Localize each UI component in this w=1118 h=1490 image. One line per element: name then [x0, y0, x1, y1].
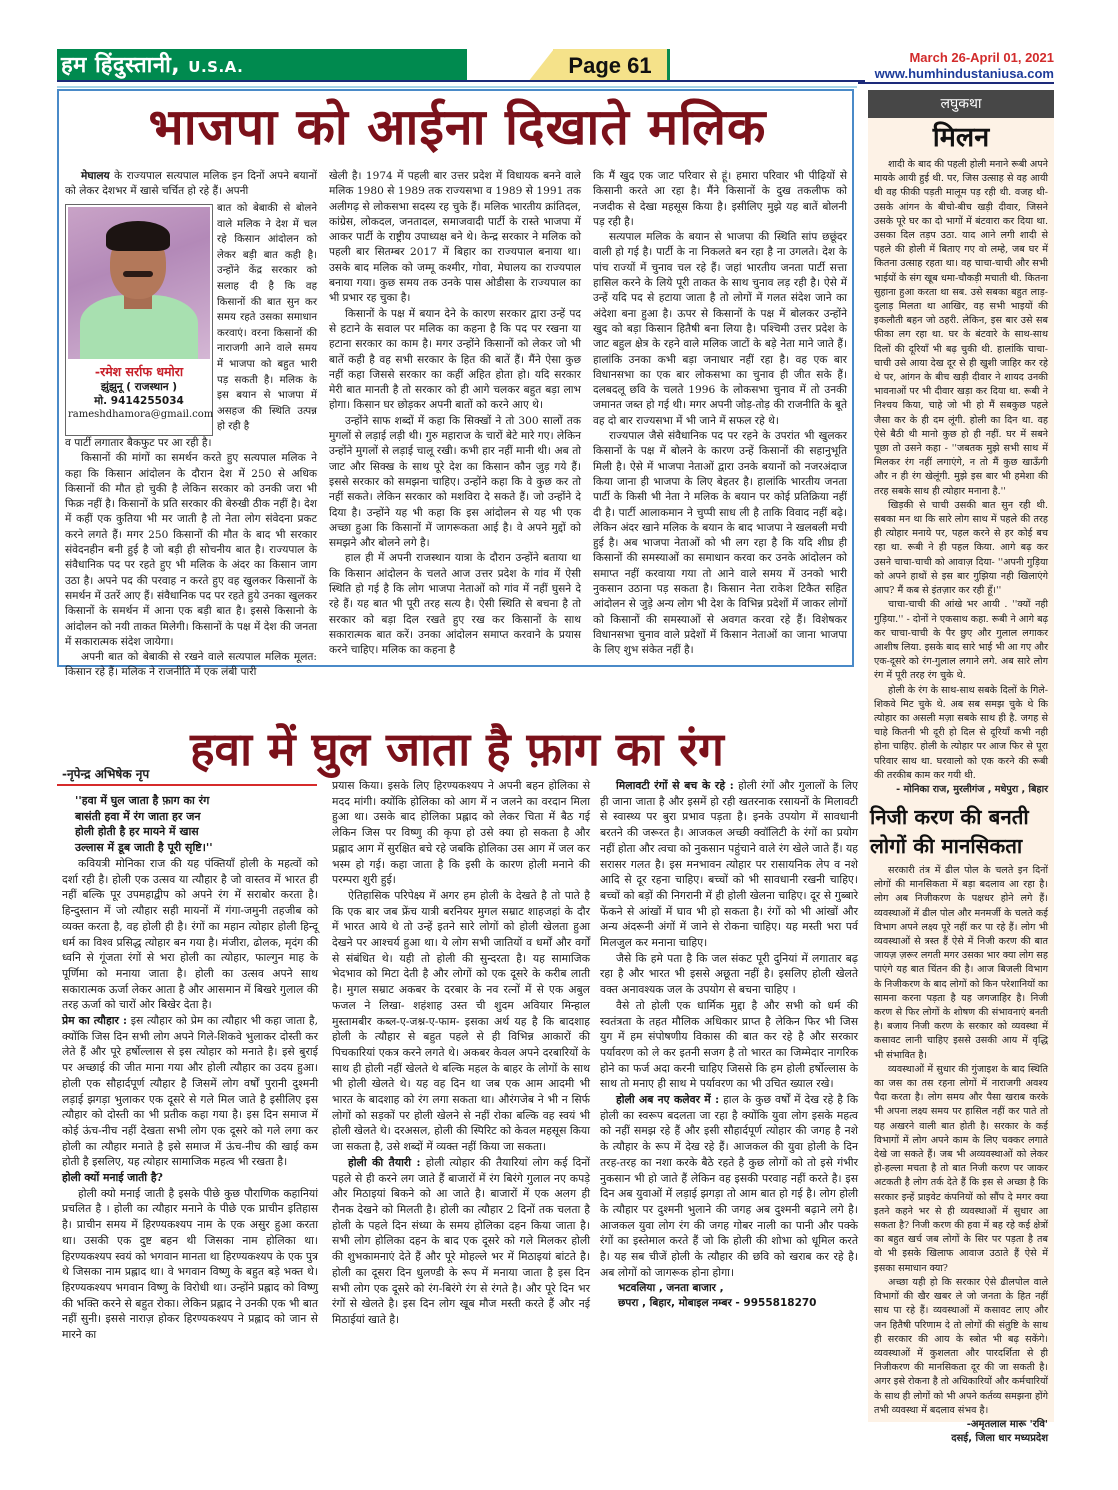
opinion-body [874, 864, 1048, 1446]
section-rule [57, 86, 857, 88]
intro-text: के राज्यपाल सत्यपाल मलिक इन दिनों अपने बयानों को लेकर देशभर में खासे चर्चित हो रहे हैं। अपनी [65, 170, 317, 198]
subhead-love-festival: प्रेम का त्यौहार : [62, 1014, 127, 1028]
author-name: -रमेश सर्राफ धमोरा [94, 364, 184, 379]
paragraph: प्रयास किया। इसके लिए हिरण्यकश्यप ने अपनी बहन होलिका से मदद मांगी। क्योंकि होलिका को आग में न जलने का वरदान मिला हुआ था। उसके बाद होलिका प्रह्लाद को लेकर चिता में बैठ गई लेकिन जिस पर विष्णु की कृपा हो उसे क्या हो सकता है और प्रह्लाद आग में सुरक्षित बचे रहे जबकि होलिका उस आग में जल कर भस्म हो गई। कहा जाता है कि इसी के कारण होली मनाने की परम्परा शुरी हुई। [332, 779, 590, 887]
article1-col1-intro [65, 169, 317, 200]
subhead-adulterated-colors: मिलावटी रंगों से बच के रहे : [616, 779, 734, 792]
poem-line: उल्लास में डूब जाती है पूरी सृष्टि।'' [75, 840, 213, 854]
paragraph: व्यवस्थाओं में सुधार की गुंजाइश के बाद स्थिति का जस का तस रहना लोगों में नाराजगी अवश्य पैदा करता है। लोग समय और पैसा खराब करके भी अपना लक्ष्य समय पर हासिल नहीं कर पाते तो यह अखरने वाली बात होती है। सरकार के कई विभागों में लोग अपने काम के लिए चक्कर लगाते देखे जा सकते हैं। जब भी अव्यवस्थाओं को लेकर हो-हल्ला मचता है तो बात निजी करण पर जाकर अटकती है लोग तर्क देते हैं कि इस से अच्छा है कि सरकार इन्हें प्राइवेट कंपनियों को सौंप दे मगर क्या इतने कहने भर से ही व्यवस्थाओं में सुधार आ सकता है? निजी करण की हवा में बह रहे कई क्षेत्रों का बहुत खर्च जब लोगों के सिर पर पड़ता है तब वो भी इसके खिलाफ आवाज उठाते हैं ऐसे में इसका समाधान क्या? [874, 1063, 1048, 1274]
opening-poem [75, 793, 315, 855]
subhead-new-form: होली अब नए कलेवर में : [616, 1093, 720, 1107]
byline-rule [57, 784, 317, 786]
short-story-author: - मोनिका राज, मुरलीगंज , मधेपुरा , बिहार [896, 783, 1048, 795]
paragraph: वैसे तो होली एक धार्मिक मुद्दा है और सभी को धर्म की स्वतंत्रता के तहत मौलिक अधिकार प्राप्त है लेकिन फिर भी जिस युग में हम संपोषणीय विकास की बात कर रहे है और सरकार पर्यावरण को ले कर इतनी सजग है तो भारत का जिम्मेदार नागरिक होने का फर्ज अदा करनी चाहिए जिससे कि हम होली हर्षोल्लास के साथ तो मनाए ही साथ मे पर्यावरण का भी उचित ख्याल रखे। [600, 998, 858, 1091]
paragraph: कवियत्री मोनिका राज की यह पंक्तियाँ होली के महत्वों को दर्शा रही है। होली एक उत्सव या त्यौहार है जो वास्तव में भारत ही नहीं बल्कि पूर उपमहाद्वीप को अपने रंग में सराबोर करता है। हिन्दुस्तान में जो त्यौहार सही मायनों में गंगा-जमुनी तहजीब को व्यक्त करता है, वह होली ही है। रंगों का महान त्योहार होली हिन्दू धर्म का विश्व प्रसिद्ध त्योहार बन गया है। मंजीरा, ढोलक, मृदंग की ध्वनि से गूंजता रंगों से भरा होली का त्योहार, फाल्गुन माह के पूर्णिमा को मनाया जाता है। होली का उत्सव अपने साथ सकारात्मक ऊर्जा लेकर आता है और आसमान में बिखरे गुलाल की तरह ऊर्जा को चारों ओर बिखेर देता है। [62, 857, 318, 1012]
article1-col1-rest [65, 436, 317, 681]
paragraph: होली रंगों और गुलालों के लिए ही जाना जाता है और इसमें हो रही खतरनाक रसायनों के मिलावटी से स्वास्थ्य पर बुरा प्रभाव पड़ता है। इनके उपयोग में सावधानी बरतने की जरूरत है। आजकल अच्छी क्वॉलिटी के रंगों का प्रयोग नहीं होता और त्वचा को नुकसान पहुंचाने वाले रंग खेले जाते हैं। यह सरासर गलत है। इस मनभावन त्योहार पर रासायनिक लेप व नशे आदि से दूर रहना चाहिए। बच्चों को भी सावधानी रखनी चाहिए। बच्चों को बड़ों की निगरानी में ही होली खेलना चाहिए। दूर से गुब्बारे फेंकने से आंखों में घाव भी हो सकता है। रंगों को भी आंखों और अन्य अंदरूनी अंगों में जाने से रोकना चाहिए। यह मस्ती भरा पर्व मिलजुल कर मनाना चाहिए। [600, 779, 859, 950]
page-tab-slope [528, 49, 554, 82]
signature-line: भटवलिया , जनता बाजार , [618, 1281, 724, 1294]
publication-title [57, 49, 467, 84]
opinion-signature [874, 1418, 1048, 1446]
wrap-text: बात को बेबाकी से बोलने वाले मलिक ने देश में चल रहे किसान आंदोलन को लेकर बड़ी बात कही है। उन्होंने केंद्र सरकार को सलाह दी है कि वह किसानों की बात सुन कर समय रहते उसका समाधान करवाएं। वरना किसानों की नाराजगी आने वाले समय में भाजपा को बहुत भारी पड़ सकती है। मलिक के इस बयान से भाजपा में असहज की स्थिति उत्पन्न हो रही है [217, 203, 317, 433]
short-story-body [874, 158, 1048, 797]
paragraph: उन्होंने साफ शब्दों में कहा कि सिक्खों ने तो 300 सालों तक मुगलों से लड़ाई लड़ी थी। गुरु महाराज के चारों बेटे मारे गए। लेकिन उन्होंने मुगलों से लड़ाई चालू रखी। कभी हार नहीं मानी थी। अब तो जाट और सिक्ख के साथ पूरे देश का किसान कौन जुड़ गये हैं। इससे सरकार को समझना चाहिए। उन्होंने कहा कि वे कुछ कर तो नहीं सकते। लेकिन सरकार को मशविरा दे सकते हैं। जो उन्होंने दे दिया है। उन्होंने यह भी कहा कि इस आंदोलन से यह भी एक अच्छा हुआ कि किसानों में जागरूकता आई है। वे अपने मुद्दों को समझने और बोलने लगे है। [329, 414, 581, 550]
paragraph: होली त्योहार की तैयारियां लोग कई दिनों पहले से ही करने लग जाते हैं बाजारों में रंग बिरंगे गुलाल नए कपड़े और मिठाइयां बिकने को आ जाते है। बाजारों में एक अलग ही रौनक देखने को मिलती है। होली का त्यौहार 2 दिनों तक चलता है होली के पहले दिन संध्या के समय होलिका दहन किया जाता है। सभी लोग होलिका दहन के बाद एक दूसरे को गले मिलकर होली की शुभकामनाएं देते हैं और पूरे मोहल्ले भर में मिठाइयां बांटते है। होली का दूसरा दिन धुलण्डी के रूप में मनाया जाता है इस दिन सभी लोग एक दूसरे को रंग-बिरंगे रंग से रंगते है। और पूरे दिन भर रंगों से खेलते है। इस दिन लोग खूब मौज मस्ती करते हैं और नई मिठाईयां खाते है। [332, 1155, 590, 1326]
paragraph: सत्यपाल मलिक के बयान से भाजपा की स्थिति सांप छछूंदर वाली हो गई है। पार्टी के ना निकलते बन रहा है ना उगलते। देश के पांच राज्यों में चुनाव चल रहे हैं। जहां भारतीय जनता पार्टी सत्ता हासिल करने के लिये पूरी ताकत के साथ चुनाव लड़ रही है। ऐसे में उन्हें यदि पद से हटाया जाता है तो लोगों में गलत संदेश जाने का अंदेशा बना हुआ है। ऊपर से किसानों के पक्ष में बोलकर उन्होंने खुद को बड़ा किसान हितैषी बना लिया है। पश्चिमी उत्तर प्रदेश के जाट बहुल क्षेत्र के रहने वाले मलिक जाटों के बड़े नेता माने जाते हैं। हालांकि उनका कभी बड़ा जनाधार नहीं रहा है। वह एक बार विधानसभा का एक बार लोकसभा का चुनाव ही जीत सके हैं। दलबदलू छवि के चलते 1996 के लोकसभा चुनाव में तो उनकी जमानत जब्त हो गई थी। मगर अपनी जोड़-तोड़ की राजनीति के बूते वह दो बार राज्यसभा में भी जाने में सफल रहे थे। [593, 231, 847, 427]
article1-col1-wrap [217, 201, 317, 435]
article2-byline: -नृपेन्द्र अभिषेक नृप [62, 767, 150, 781]
issue-date: March 26-April 01, 2021 [909, 50, 1054, 65]
subhead-why-holi: होली क्यों मनाई जाती है? [62, 1171, 163, 1185]
opinion-title: निजी करण की बनती लोगों की मानसिकता [870, 805, 1029, 858]
paragraph: राज्यपाल जैसे संवैधानिक पद पर रहने के उपरांत भी खुलकर किसानों के पक्ष में बोलने के कारण उन्हें किसानों की सहानुभूति मिली है। ऐसे में भाजपा नेताओं द्वारा उनके बयानों को नजरअंदाज किया जाना ही भाजपा के लिए बेहतर है। हालांकि भारतीय जनता पार्टी के किसी भी नेता ने मलिक के बयान पर कोई प्रतिक्रिया नहीं दी है। पार्टी आलाकमान ने चुप्पी साध ली है ताकि विवाद नहीं बढ़े। लेकिन अंदर खाने मलिक के बयान के बाद भाजपा ने खलबली मची हुई है। अब भाजपा नेताओं को भी लग रहा है कि यदि शीघ्र ही किसानों की समस्याओं का समाधान करवा कर उनके आंदोलन को समाप्त नहीं करवाया गया तो आने वाले समय में उनको भारी नुकसान उठाना पड़ सकता है। किसान नेता राकेश टिकैत सहित आंदोलन से जुड़े अन्य लोग भी देश के विभिन्न प्रदेशों में जाकर लोगों को किसानों की समस्याओं से अवगत करवा रहे हैं। विशेषकर विधानसभा चुनाव वाले प्रदेशों में किसान नेताओं का जाना भाजपा के लिए शुभ संकेत नहीं है। [593, 430, 847, 657]
article2-col2 [332, 778, 590, 1328]
page-number: Page 61 [553, 49, 670, 82]
paragraph: जैसे कि हमे पता है कि जल संकट पूरी दुनियां में लगातार बढ़ रहा है और भारत भी इससे अछूता नहीं है। इसलिए होली खेलते वक्त अनावश्यक जल के उपयोग से बचना चाहिए । [600, 951, 858, 997]
sidebar [868, 90, 1054, 1444]
article1-col3 [593, 169, 847, 659]
masthead-banner [57, 49, 467, 82]
article1-col2 [329, 169, 581, 659]
dateline [858, 50, 1054, 82]
paragraph: हाल के कुछ वर्षों में देख रहे है कि होली का स्वरूप बदलता जा रहा है क्योंकि युवा लोग इसके महत्व को नहीं समझ रहे हैं और इसी सौहार्दपूर्ण त्योहार की जगह है नशे के त्यौहार के रूप में देख रहे हैं। आजकल की युवा होली के दिन तरह-तरह का नशा करके बैठे रहते है कुछ लोगों को तो इसे गंभीर नुकसान भी हो जाते हैं लेकिन वह इसकी परवाह नहीं करते है। इस दिन अब युवाओं में लड़ाई झगड़ा तो आम बात हो गई है। लोग होली के त्यौहार पर दुश्मनी भुलाने की जगह अब दुश्मनी बढ़ाने लगे है। आजकल युवा लोग रंग की जगह गोबर नाली का पानी और पक्के रंगों का इस्तेमाल करते हैं जो कि होली की शोभा को धूमिल करते है। यह सब चीजें होली के त्यौहार की छवि को खराब कर रहे है। अब लोगों को जागरूक होना होगा। [600, 1093, 859, 1279]
paragraph: होली के रंग के साथ-साथ सबके दिलों के गिले-शिकवे मिट चुके थे. अब सब समझ चुके थे कि त्योहार का असली मज़ा सबके साथ ही है. जगह से चाहे कितनी भी दूरी हो दिल से दूरियाँ कभी नही होना चाहिए. होली के त्योहार पर आज फिर से पूरा परिवार साथ था. घरवालो को एक करने की रूबी की तरकीब काम कर गयी थी. [874, 684, 1048, 781]
article2-col1 [62, 856, 318, 1343]
paragraph: खेली है। 1974 में पहली बार उत्तर प्रदेश में विधायक बनने वाले मलिक 1980 से 1989 तक राज्यसभा व 1989 से 1991 तक अलीगढ़ से लोकसभा सदस्य रह चुके हैं। मलिक भारतीय क्रांतिदल, कांग्रेस, लोकदल, जनतादल, समाजवादी पार्टी के रास्ते भाजपा में आकर पार्टी के राष्ट्रीय उपाध्यक्ष बने थे। केन्द्र सरकार ने मलिक को पहली बार सितम्बर 2017 में बिहार का राज्यपाल बनाया था। उसके बाद मलिक को जम्मू कश्मीर, गोवा, मेघालय का राज्यपाल बनाया गया। कुछ समय तक उनके पास ओडीसा के राज्यपाल का भी प्रभार रह चुका है। [329, 170, 581, 305]
signature-line: दसई, जिला धार मध्यप्रदेश [951, 1432, 1048, 1444]
article2-col3 [600, 778, 858, 1312]
article2-signature [600, 1281, 858, 1312]
short-story-label: लघुकथा [868, 90, 1054, 118]
paragraph: व पार्टी लगातार बैकफुट पर आ रही है। [65, 437, 212, 449]
paragraph: चाचा-चाची की आंखे भर आयी . ''क्यों नही गुड़िया.'' - दोनों ने एकसाथ कहा. रूबी ने आगे बढ़ कर चाचा-चाची के पैर छुए और गुलाल लगाकर आशीष लिया. इसके बाद सारे भाई भी आ गए और एक-दूसरे को रंग-गुलाल लगाने लगे. अब सारे लोग रंग में पूरी तरह रंग चुके थे. [874, 599, 1048, 682]
lead-word: मेघालय [81, 170, 110, 182]
website-link[interactable]: www.humhindustaniusa.com [874, 66, 1054, 81]
paragraph: किसानों के पक्ष में बयान देने के कारण सरकार द्वारा उन्हें पद से हटाने के सवाल पर मलिक का कहना है कि पद पर रखना या हटाना सरकार का काम है। मगर उन्होंने किसानों को लेकर जो भी बातें कही है वह सभी सरकार के हित की बातें हैं। मैंने ऐसा कुछ नहीं कहा जिससे सरकार का कहीं अहित होता हो। यदि सरकार मेरी बात मानती है तो सरकार को ही आगे चलकर बहुत बड़ा लाभ होगा। किसान घर छोड़कर अपनी बातों को करने आए थे। [329, 307, 581, 412]
paragraph: सरकारी तंत्र में ढील पोल के चलते इन दिनों लोगों की मानसिकता में बड़ा बदलाव आ रहा है। लोग अब निजीकरण के पक्षधर होने लगे हैं। व्यवस्थाओं में ढील पोल और मनमर्जी के चलते कई विभाग अपने लक्ष्य पूरे नहीं कर पा रहे हैं। लोग भी व्यवस्थाओं से त्रस्त हैं ऐसे में निजी करण की बात जायज़ ज़रूर लगती मगर उसका भार क्या लोग सह पाएंगे यह बात चिंतन की है। आज बिजली विभाग के निजीकरण के बाद लोगों को किन परेशानियों का सामना करना पड़ता है यह जगजाहिर है। निजी करण से फिर लोगों के शोषण की संभावनाएं बनती है। बजाय निजी करण के सरकार को व्यवस्था में कसावट लानी चाहिए इससे उसकी आय में वृद्धि भी संभावित है। [874, 865, 1049, 1061]
paragraph: हाल ही में अपनी राजस्थान यात्रा के दौरान उन्होंने बताया था कि किसान आंदोलन के चलते आज उत्तर प्रदेश के गांव में ऐसी स्थिति हो गई है कि लोग भाजपा नेताओं को गांव में नहीं घुसने दे रहे हैं। यह बात भी पूरी तरह सत्य है। ऐसी स्थिति से बचना है तो सरकार को बड़ा दिल रखते हुए रख कर किसानों के साथ सकारात्मक बात करें। उनका आंदोलन समाप्त करवाने के प्रयास करने चाहिए। मलिक का कहना है [329, 552, 581, 657]
author-mobile: मो. 9414255034 [94, 395, 184, 407]
poem-line: बासंती हवा में रंग जाता हर जन [75, 809, 201, 823]
masthead-rule [467, 80, 865, 82]
paragraph: अपनी बात को बेबाकी से रखने वाले सत्यपाल मलिक मूलत: किसान रहे हैं। मलिक ने राजनीति में एक लंबी पारी [65, 651, 317, 679]
article2-headline: हवा में घुल जाता है फ़ाग का रंग [190, 722, 724, 776]
short-story-title: मिलन [932, 122, 990, 153]
paragraph: किसानों की मांगों का समर्थन करते हुए सत्यपाल मलिक ने कहा कि किसान आंदोलन के दौरान देश में 250 से अधिक किसानों की मौत हो चुकी है लेकिन सरकार को उनकी जरा भी फिक्र नहीं है। किसानों के प्रति सरकार की बेरुखी ठीक नहीं है। देश में कहीं एक कुतिया भी मर जाती है तो नेता लोग संवेदना प्रकट करने लगते हैं। मगर 250 किसानों की मौत के बाद भी सरकार संवेदनहीन बनी हुई है जो बड़ी ही सोचनीय बात है। राज्यपाल के संवैधानिक पद पर रहते हुए भी मलिक के अंदर का किसान जाग उठा है। अपने पद की परवाह न करते हुए वह खुलकर किसानों के समर्थन में उतरें आए हैं। संवैधानिक पद पर रहते हुये उनका खुलकर किसानों के समर्थन में आना एक बड़ी बात है। इससे किसानो के आंदोलन को नयी ताकत मिलेगी। किसानों के पक्ष में देश की जनता में सकारात्मक संदेश जायेगा। [65, 452, 317, 648]
article1-headline: भाजपा को आईना दिखाते मलिक [148, 98, 767, 156]
signature-line: -अमृतलाल मारू 'रवि' [966, 1418, 1048, 1430]
paragraph: ऐतिहासिक परिपेक्ष्य में अगर हम होली के देखते है तो पाते है कि एक बार जब फ्रेंच यात्री बरनियर मुगल सम्राट शाहजहां के दौर में भारत आये थे तो उन्हें इतने सारे लोगों को होली खेलता हुआ देखने पर आश्चर्य हुआ था। ये लोग सभी जातियों व धर्मों और वर्गों से संबंधित थे। यही तो होली की सुन्दरता है। यह सामाजिक भेदभाव को मिटा देती है और लोगों को एक दूसरे के करीब लाती है। मुगल सम्राट अकबर के दरबार के नव रत्नों में से एक अबुल फजल ने लिखा- शहंशाह उस्त ची शुदम अवियार मिन्हाल मुस्तामबीर कब्ल-ए-जश्न-ए-फाम- इसका अर्थ यह है कि बादशाह होली के त्यौहार से बहुत पहले से ही विभिन्न आकारों की पिचकारियां एकत्र करने लगते थे। अकबर केवल अपने दरबारियों के साथ ही होली नहीं खेलते थे बल्कि महल के बाहर के लोगों के साथ भी होली खेलते थे। यह वह दिन था जब एक आम आदमी भी भारत के बादशाह को रंग लगा सकता था। औरंगजेब ने भी न सिर्फ लोगों को सड़कों पर होली खेलने से नहीं रोका बल्कि वह स्वयं भी होली खेलते थे। दरअसल, होली की स्पिरिट को केवल महसूस किया जा सकता है, उसे शब्दों में व्यक्त नहीं किया जा सकता। [332, 888, 590, 1154]
dateline-rule [858, 82, 1054, 84]
publication-name: हम हिंदुस्तानी, [61, 53, 181, 78]
paragraph: कि मैं खुद एक जाट परिवार से हूं। हमारा परिवार भी पीढ़ियों से किसानी करते आ रहा है। मैंने किसानों के दुख तकलीफ को नजदीक से देखा महसूस किया है। इसीलिए मुझे यह बातें बोलनी पड़ रही है। [593, 170, 847, 228]
signature-line: छपरा , बिहार, मोबाइल नम्बर - 9955818270 [618, 1297, 817, 1310]
author-email[interactable]: rameshdhamora@gmail.com [68, 409, 214, 420]
poem-line: ''हवा में घुल जाता है फ़ाग का रंग [75, 794, 210, 807]
paragraph: शादी के बाद की पहली होली मनाने रूबी अपने मायके आयी हुई थी. पर, जिस उत्साह से वह आयी थी वह फीकी पड़ती मालूम पड़ रही थी. वजह थी- उसके आंगन के बीचो-बीच खड़ी दीवार, जिसने उसके पूरे घर का दो भागों में बंटवारा कर दिया था. उसका दिल तड़प उठा. याद आने लगी शादी से पहले की होली में बिताए गए वो लम्हे, जब घर में कितना उत्साह रहता था। वह चाचा-चाची और सभी भाईयों के संग खूब धमा-चौकड़ी मचाती थी. कितना सुहाना हुआ करता था सब. उसे सबका बहुत लाड़-दुलाड़ मिलता था आखिर, वह सभी भाइयों की इकलौती बहन जो ठहरी. लेकिन, इस बार उसे सब फीका लग रहा था. घर के बंटवारे के साथ-साथ दिलों की दूरियाँ भी बढ़ चुकी थी. हालांकि चाचा-चाची उसे आया देख दूर से ही खुशी जाहिर कर रहे थे पर, आंगन के बीच खड़ी दीवार ने शायद उनकी भावनाओं पर भी दीवार खड़ा कर दिया था. रूबी ने निश्चय किया, चाहे जो भी हो मैं सबकुछ पहले जैसा कर के ही दम लूंगी. होली का दिन था. वह ऐसे बैठी थी मानो कुछ हो ही नहीं. घर में सबने पूछा तो उसने कहा - ''जबतक मुझे सभी साथ में मिलकर रंग नहीं लगाएंगे, न तो मैं कुछ खाऊँगी और न ही रंग खेलूंगी. मुझे इस बार भी हमेशा की तरह सबके साथ ही त्योहार मनाना है.'' [874, 159, 1048, 497]
author-place: झुंझुनू ( राजस्थान ) [100, 381, 178, 393]
author-credit [68, 363, 214, 422]
paragraph: अच्छा यही हो कि सरकार ऐसे ढीलपोल वाले विभागों की खैर खबर ले जो जनता के हित नहीं साध पा रहे हैं। व्यवस्थाओं में कसावट लाए और जन हितैषी परिणाम दे तो लोगों की संतुष्टि के साथ ही सरकार की आय के स्त्रोत भी बढ़ सकेंगे। व्यवस्थाओं में कुशलता और पारदर्शिता से ही निजीकरण की मानसिकता दूर की जा सकती है। अगर इसे रोकना है तो अधिकारियों और कर्मचारियों के साथ ही लोगों को भी अपने कर्तव्य समझना होंगे तभी व्यवस्था में बदलाव संभव है। [874, 1276, 1048, 1416]
paragraph: इस त्यौहार को प्रेम का त्यौहार भी कहा जाता है, क्योंकि जिस दिन सभी लोग अपने गिले-शिकवे भुलाकर दोस्ती कर लेते हैं और पूरे हर्षोल्लास से इस त्योहार को मनाते है। इसे बुराई पर अच्छाई की जीत माना गया और होली त्यौहार का उदय हुआ। होली एक सौहार्दपूर्ण त्यौहार है जिसमें लोग वर्षों पुरानी दुश्मनी लड़ाई झगड़ा भुलाकर एक दूसरे से गले मिल जाते है इसीलिए इस त्यौहार को दोस्ती का भी प्रतीक कहा गया है। इस दिन समाज में कोई ऊंच-नीच नहीं देखता सभी लोग एक दूसरे को गले लगा कर होली का त्यौहार मनाते है इसे समाज में ऊंच-नीच की खाई कम होती है इसलिए, यह त्योहार सामाजिक महत्व भी रखता है। [62, 1014, 318, 1169]
poem-line: होली होती है हर मायने में खास [75, 825, 199, 839]
author-photo-box [65, 204, 213, 436]
publication-suffix: U.S.A. [188, 58, 244, 76]
article-bjp-malik [57, 89, 854, 679]
subhead-preparation: होली की तैयारी : [348, 1155, 421, 1169]
paragraph: होली क्यो मनाई जाती है इसके पीछे कुछ पौराणिक कहानियां प्रचलित है । होली का त्यौहार मनाने के पीछे एक प्राचीन इतिहास है। प्राचीन समय में हिरण्यकश्यप नाम के एक असुर हुआ करता था। उसकी एक दुष्ट बहन थी जिसका नाम होलिका था। हिरण्यकश्यप स्वयं को भगवान मानता था हिरण्यकश्यप के एक पुत्र थे जिसका नाम प्रह्लाद था। वे भगवान विष्णु के बहुत बड़े भक्त थे। हिरण्यकश्यप भगवान विष्णु के विरोधी था। उन्होंने प्रह्लाद को विष्णु की भक्ति करने से बहुत रोका। लेकिन प्रह्लाद ने उनकी एक भी बात नहीं सुनी। इससे नाराज़ होकर हिरण्यकश्यप ने प्रह्लाद को जान से मारने का [62, 1186, 318, 1342]
author-photo [68, 207, 210, 359]
paragraph: खिड़की से चाची उसकी बात सुन रही थी. सबका मन था कि सारे लोग साथ में पहले की तरह ही त्योहार मनाये पर, पहल करने से हर कोई बच रहा था. रूबी ने ही पहल किया. आगे बढ़ कर उसने चाचा-चाची को आवाज़ दिया- ''अपनी गुड़िया को अपने हाथों से इस बार गुझिया नही खिलाएंगे आप? मैं कब से इंतज़ार कर रही हूँ।'' [874, 499, 1048, 597]
